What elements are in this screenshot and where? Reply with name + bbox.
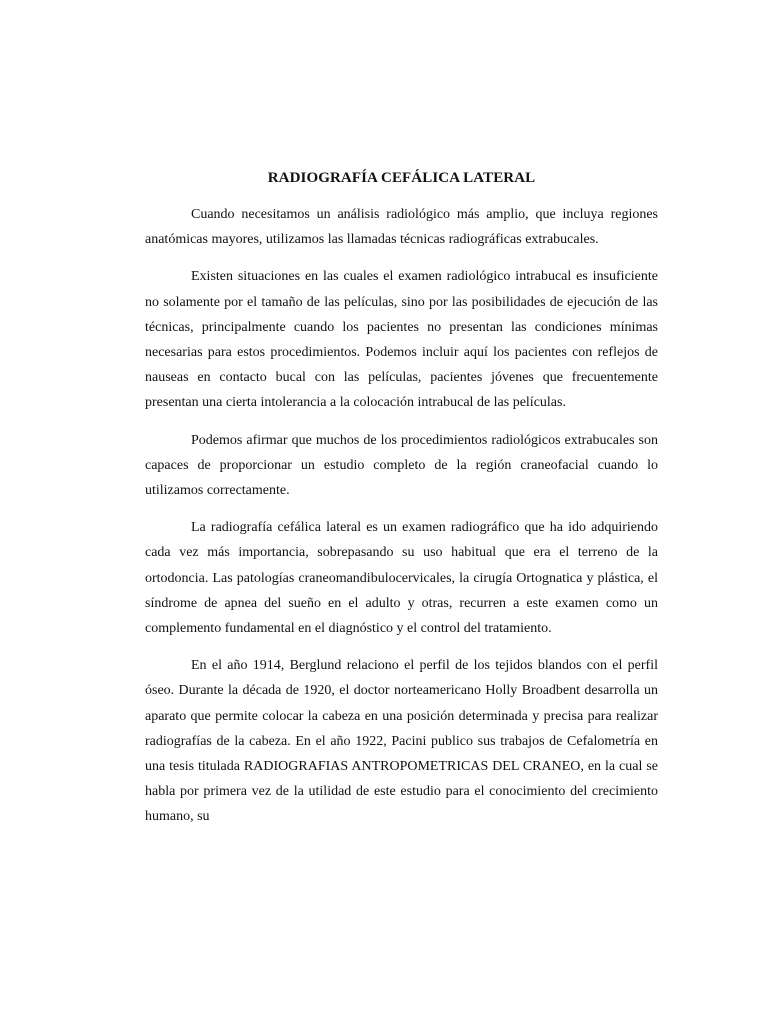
paragraph-5: En el año 1914, Berglund relaciono el perfil de los tejidos blandos con el perfil óseo. Durante la década de 1920, el doctor norteamericano Holly Broadbent desarrolla un aparato que permite colocar la cabeza en una posición determinada y precisa para realizar radiografías de la cabeza. En el año 1922, Pacini publico sus trabajos de Cefalometría en una tesis titulada RADIOGRAFIAS ANTROPOMETRICAS DEL CRANEO, en la cual se habla por primera vez de la utilidad de este estudio para el conocimiento del crecimiento humano, su (145, 658, 658, 825)
paragraph-3: Podemos afirmar que muchos de los procedimientos radiológicos extrabucales son capaces de proporcionar un estudio completo de la región craneofacial cuando lo utilizamos correctamente. (145, 432, 658, 499)
document-body (145, 163, 658, 830)
paragraph-2: Existen situaciones en las cuales el examen radiológico intrabucal es insuficiente no solamente por el tamaño de las películas, sino por las posibilidades de ejecución de las técnicas, principalmente cuando los pacientes no presentan las condiciones mínimas necesarias para estos procedimientos. Podemos incluir aquí los pacientes con reflejos de nauseas en contacto bucal con las películas, pacientes jóvenes que frecuentemente presentan una cierta intolerancia a la colocación intrabucal de las películas. (145, 269, 658, 411)
paragraph-4: La radiografía cefálica lateral es un examen radiográfico que ha ido adquiriendo cada vez más importancia, sobrepasando su uso habitual que era el terreno de la ortodoncia. Las patologías craneomandibulocervicales, la cirugía Ortognatica y plástica, el síndrome de apnea del sueño en el adulto y otras, recurren a este examen como un complemento fundamental en el diagnóstico y el control del tratamiento. (145, 520, 658, 637)
paragraph-1: Cuando necesitamos un análisis radiológico más amplio, que incluya regiones anatómicas mayores, utilizamos las llamadas técnicas radiográficas extrabucales. (145, 207, 658, 248)
document-title: RADIOGRAFÍA CEFÁLICA LATERAL (267, 170, 536, 186)
